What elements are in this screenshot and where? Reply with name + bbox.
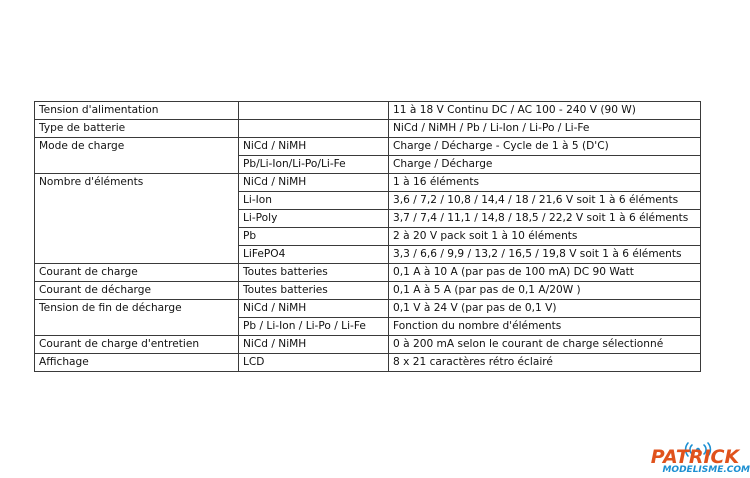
spec-value: 3,3 / 6,6 / 9,9 / 13,2 / 16,5 / 19,8 V soit 1 à 6 éléments: [389, 246, 701, 264]
table-row: [35, 282, 701, 300]
spec-value: 0,1 A à 10 A (par pas de 100 mA) DC 90 Watt: [389, 264, 701, 282]
spec-value: 3,6 / 7,2 / 10,8 / 14,4 / 18 / 21,6 V soit 1 à 6 éléments: [389, 192, 701, 210]
spec-label: Courant de charge d'entretien: [35, 336, 239, 354]
spec-label: Courant de charge: [35, 264, 239, 282]
spec-value: NiCd / NiMH / Pb / Li-Ion / Li-Po / Li-Fe: [389, 120, 701, 138]
spec-label: [35, 210, 239, 228]
table-row: [35, 336, 701, 354]
spec-subtype: [239, 120, 389, 138]
spec-value: 11 à 18 V Continu DC / AC 100 - 240 V (90 W): [389, 102, 701, 120]
spec-label: Tension d'alimentation: [35, 102, 239, 120]
table-row: [35, 246, 701, 264]
spec-label: Tension de fin de décharge: [35, 300, 239, 318]
spec-label: Mode de charge: [35, 138, 239, 156]
spec-value: 0,1 V à 24 V (par pas de 0,1 V): [389, 300, 701, 318]
spec-label: [35, 192, 239, 210]
spec-label: Affichage: [35, 354, 239, 372]
spec-subtype: NiCd / NiMH: [239, 300, 389, 318]
table-row: [35, 318, 701, 336]
spec-subtype: NiCd / NiMH: [239, 138, 389, 156]
spec-subtype: NiCd / NiMH: [239, 174, 389, 192]
spec-subtype: Li-Ion: [239, 192, 389, 210]
spec-value: Charge / Décharge: [389, 156, 701, 174]
spec-subtype: LiFePO4: [239, 246, 389, 264]
spec-subtype: Pb / Li-Ion / Li-Po / Li-Fe: [239, 318, 389, 336]
spec-label: Type de batterie: [35, 120, 239, 138]
spec-subtype: Pb/Li-Ion/Li-Po/Li-Fe: [239, 156, 389, 174]
spec-label: [35, 246, 239, 264]
spec-subtype: Toutes batteries: [239, 282, 389, 300]
table-row: [35, 264, 701, 282]
table-row: [35, 228, 701, 246]
table-row: [35, 174, 701, 192]
spec-value: 3,7 / 7,4 / 11,1 / 14,8 / 18,5 / 22,2 V soit 1 à 6 éléments: [389, 210, 701, 228]
specifications-table: [34, 101, 701, 372]
logo-name: PATRICK: [650, 446, 740, 468]
table-row: [35, 210, 701, 228]
spec-label: [35, 318, 239, 336]
table-row: [35, 354, 701, 372]
spec-label: Nombre d'éléments: [35, 174, 239, 192]
table-row: [35, 102, 701, 120]
spec-value: 2 à 20 V pack soit 1 à 10 éléments: [389, 228, 701, 246]
spec-subtype: Pb: [239, 228, 389, 246]
spec-label: [35, 156, 239, 174]
spec-value: 8 x 21 caractères rétro éclairé: [389, 354, 701, 372]
spec-value: 0,1 A à 5 A (par pas de 0,1 A/20W ): [389, 282, 701, 300]
spec-subtype: LCD: [239, 354, 389, 372]
spec-subtype: Toutes batteries: [239, 264, 389, 282]
table-row: [35, 120, 701, 138]
spec-subtype: [239, 102, 389, 120]
table-row: [35, 156, 701, 174]
table-row: [35, 300, 701, 318]
spec-value: 0 à 200 mA selon le courant de charge sélectionné: [389, 336, 701, 354]
spec-value: Charge / Décharge - Cycle de 1 à 5 (D'C): [389, 138, 701, 156]
table-row: [35, 138, 701, 156]
spec-label: [35, 228, 239, 246]
spec-label: Courant de décharge: [35, 282, 239, 300]
table-row: [35, 192, 701, 210]
spec-value: Fonction du nombre d'éléments: [389, 318, 701, 336]
spec-subtype: NiCd / NiMH: [239, 336, 389, 354]
spec-value: 1 à 16 éléments: [389, 174, 701, 192]
spec-subtype: Li-Poly: [239, 210, 389, 228]
logo-subtitle: MODELISME.COM: [662, 465, 750, 475]
